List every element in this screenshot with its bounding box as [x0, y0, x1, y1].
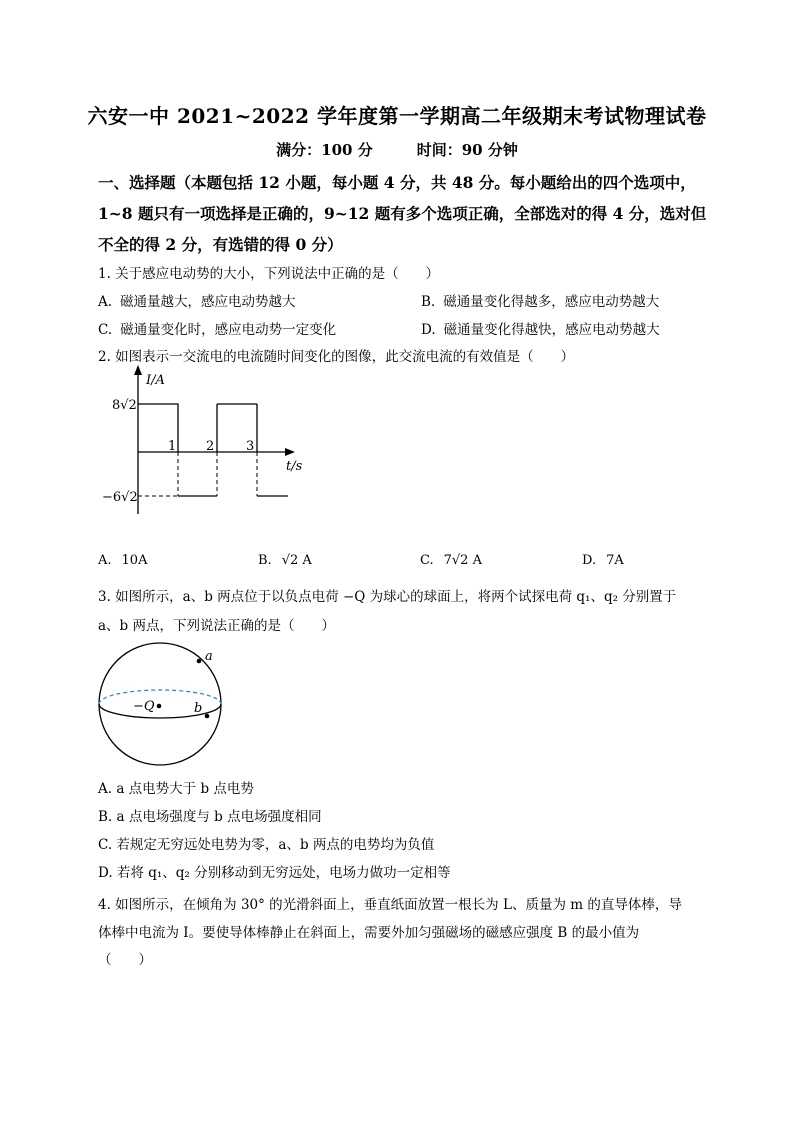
point-b-label: b	[194, 701, 203, 716]
q2-option-d: D. 7A	[582, 553, 624, 568]
q1-option-d: D. 磁通量变化得越快，感应电动势越大	[421, 322, 660, 338]
q3-option-d: D. 若将 q₁、q₂ 分别移动到无穷远处，电场力做功一定相等	[98, 865, 451, 881]
tick-2: 2	[206, 439, 215, 454]
x-axis-arrow	[285, 448, 295, 456]
point-a-dot	[197, 659, 202, 664]
q2-option-c: C. 7√2 A	[420, 553, 482, 568]
q2-option-a: A. 10A	[98, 553, 148, 568]
x-axis-label: t/s	[286, 459, 303, 474]
tick-1: 1	[168, 439, 177, 454]
q3-stem-line-2: a、b 两点，下列说法正确的是（ ）	[98, 618, 335, 634]
exam-time: 时间：90 分钟	[416, 141, 518, 159]
q4-stem-line-1: 4. 如图所示，在倾角为 30° 的光滑斜面上，垂直纸面放置一根长为 L、质量为 m 的直导体棒，导	[98, 897, 682, 913]
q1-stem: 1. 关于感应电动势的大小，下列说法中正确的是（ ）	[98, 266, 440, 282]
q3-option-b: B. a 点电场强度与 b 点电场强度相同	[98, 809, 322, 825]
full-score: 满分：100 分	[276, 141, 373, 159]
exam-subtitle	[0, 139, 794, 160]
y-bottom-label: −6√2	[102, 490, 138, 505]
point-b-dot	[205, 714, 210, 719]
section-instructions-line-3: 不全的得 2 分，有选错的得 0 分）	[98, 235, 343, 254]
y-axis-label: I/A	[146, 373, 165, 388]
section-instructions-line-1: 一、选择题（本题包括 12 小题，每小题 4 分，共 48 分。每小题给出的四个选项中，	[98, 173, 696, 192]
q1-option-c: C. 磁通量变化时，感应电动势一定变化	[98, 322, 337, 338]
point-a-label: a	[205, 649, 213, 664]
q1-option-a: A. 磁通量越大，感应电动势越大	[98, 294, 296, 310]
q3-stem-line-1: 3. 如图所示，a、b 两点位于以负点电荷 −Q 为球心的球面上，将两个试探电荷 q₁、q₂ 分别置于	[98, 589, 677, 605]
equator-back	[99, 690, 221, 704]
tick-3: 3	[246, 439, 255, 454]
q4-stem-line-3: （ ）	[98, 952, 152, 968]
center-charge-label: −Q	[133, 699, 155, 714]
q1-option-b: B. 磁通量变化得越多，感应电动势越大	[421, 294, 660, 310]
q2-stem: 2. 如图表示一交流电的电流随时间变化的图像，此交流电流的有效值是（ ）	[98, 349, 575, 365]
y-axis-arrow	[134, 365, 142, 375]
q2-current-graph	[98, 362, 318, 532]
q3-option-c: C. 若规定无穷远处电势为零，a、b 两点的电势均为负值	[98, 837, 435, 853]
q4-stem-line-2: 体棒中电流为 I。要使导体棒静止在斜面上，需要外加匀强磁场的磁感应强度 B 的最小值为	[98, 925, 640, 941]
exam-title: 六安一中 2021~2022 学年度第一学期高二年级期末考试物理试卷	[87, 104, 707, 128]
q3-sphere-figure	[98, 640, 228, 770]
y-top-label: 8√2	[112, 398, 137, 413]
center-charge-dot	[157, 704, 162, 709]
q3-option-a: A. a 点电势大于 b 点电势	[98, 781, 254, 797]
q2-option-b: B. √2 A	[258, 553, 312, 568]
section-instructions-line-2: 1~8 题只有一项选择是正确的，9~12 题有多个选项正确，全部选对的得 4 分，选对但	[98, 204, 707, 223]
